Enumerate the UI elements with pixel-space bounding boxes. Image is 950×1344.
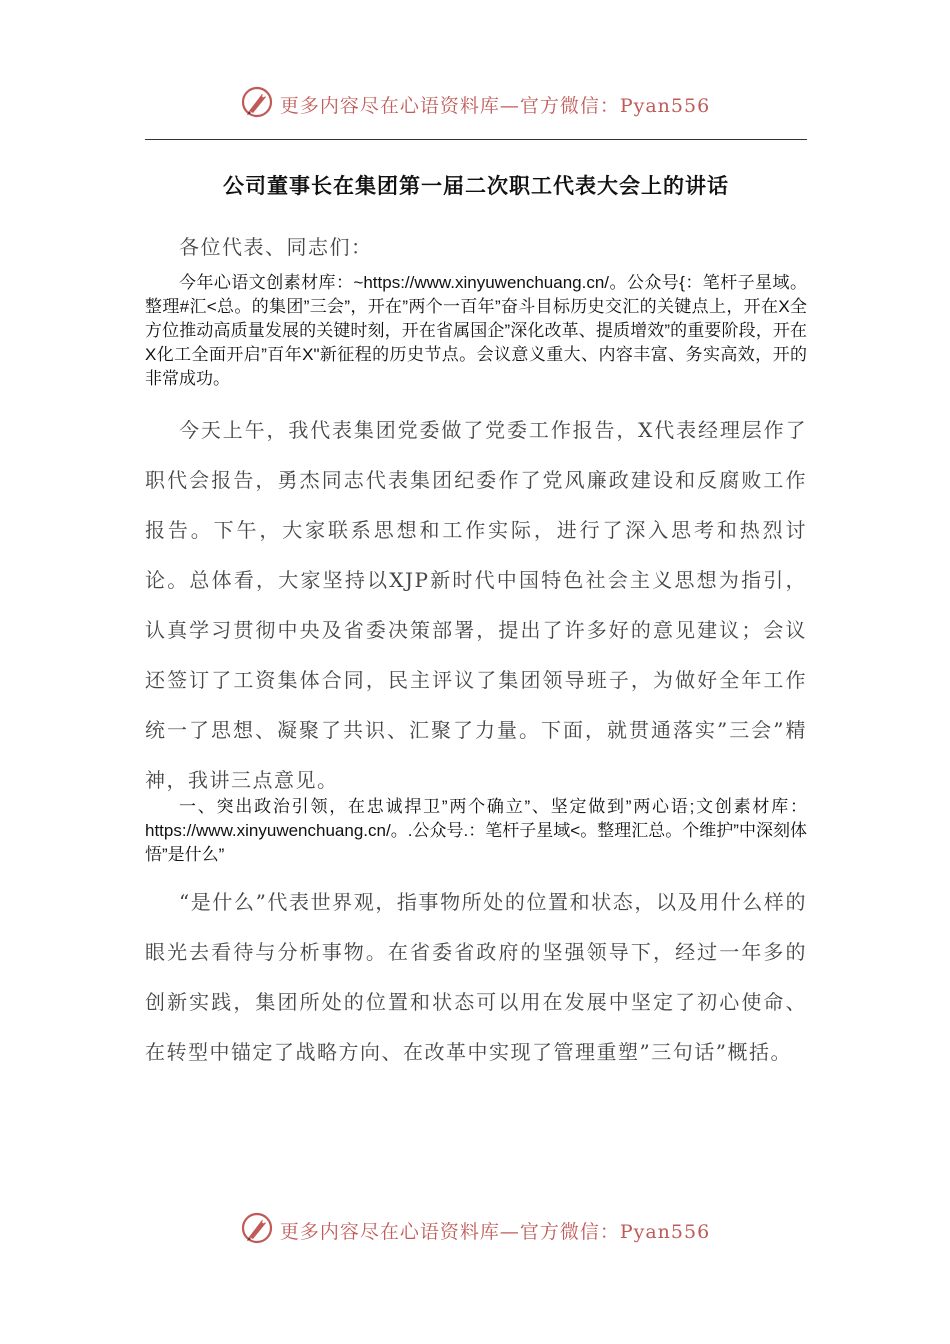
paragraph-2: 今天上午，我代表集团党委做了党委工作报告，X代表经理层作了职代会报告，勇杰同志代表集团纪委作了党风廉政建设和反腐败工作报告。下午，大家联系思想和工作实际，进行了深入思考和热烈讨论。总体看，大家坚持以XJP新时代中国特色社会主义思想为指引，认真学习贯彻中央及省委决策部署，提出了许多好的意见建议；会议还签订了工资集体合同，民主评议了集团领导班子，为做好全年工作统一了思想、凝聚了共识、汇聚了力量。下面，就贯通落实”三会”精神，我讲三点意见。 [145,418,807,792]
paragraph-3: 一、突出政治引领，在忠诚捍卫”两个确立”、坚定做到”两心语;文创素材库：https://www.xinyuwenchuang.cn/。.公众号.：笔杆子星域<。整理汇总。个维护”中深刻体悟”是什么” [145,797,807,864]
header-banner-text: 更多内容尽在心语资料库—官方微信：Pyan556 [279,94,711,117]
paragraph-1: 今年心语文创素材库：~https://www.xinyuwenchuang.cn/。公众号{：笔杆子星域。整理#汇<总。的集团”三会”，开在”两个一百年”奋斗目标历史交汇的关键点上，开在X全方位推动高质量发展的关键时刻，开在省属国企”深化改革、提质增效”的重要阶段，开在X化工全面开启”百年X"新征程的历史节点。会议意义重大、内容丰富、务实高效，开的非常成功。 [145,273,807,388]
salutation: 各位代表、同志们： [179,235,373,259]
pen-nib-icon [240,1211,280,1249]
header-banner [0,84,950,124]
header-divider [145,139,807,140]
paragraph-4: “是什么”代表世界观，指事物所处的位置和状态，以及用什么样的眼光去看待与分析事物。在省委省政府的坚强领导下，经过一年多的创新实践，集团所处的位置和状态可以用在发展中坚定了初心使命、在转型中锚定了战略方向、在改革中实现了管理重塑”三句话”概括。 [145,890,807,1064]
footer-banner [0,1210,950,1250]
document-title: 公司董事长在集团第一届二次职工代表大会上的讲话 [223,173,729,198]
pen-nib-icon [240,85,280,123]
footer-banner-text: 更多内容尽在心语资料库—官方微信：Pyan556 [279,1220,711,1243]
